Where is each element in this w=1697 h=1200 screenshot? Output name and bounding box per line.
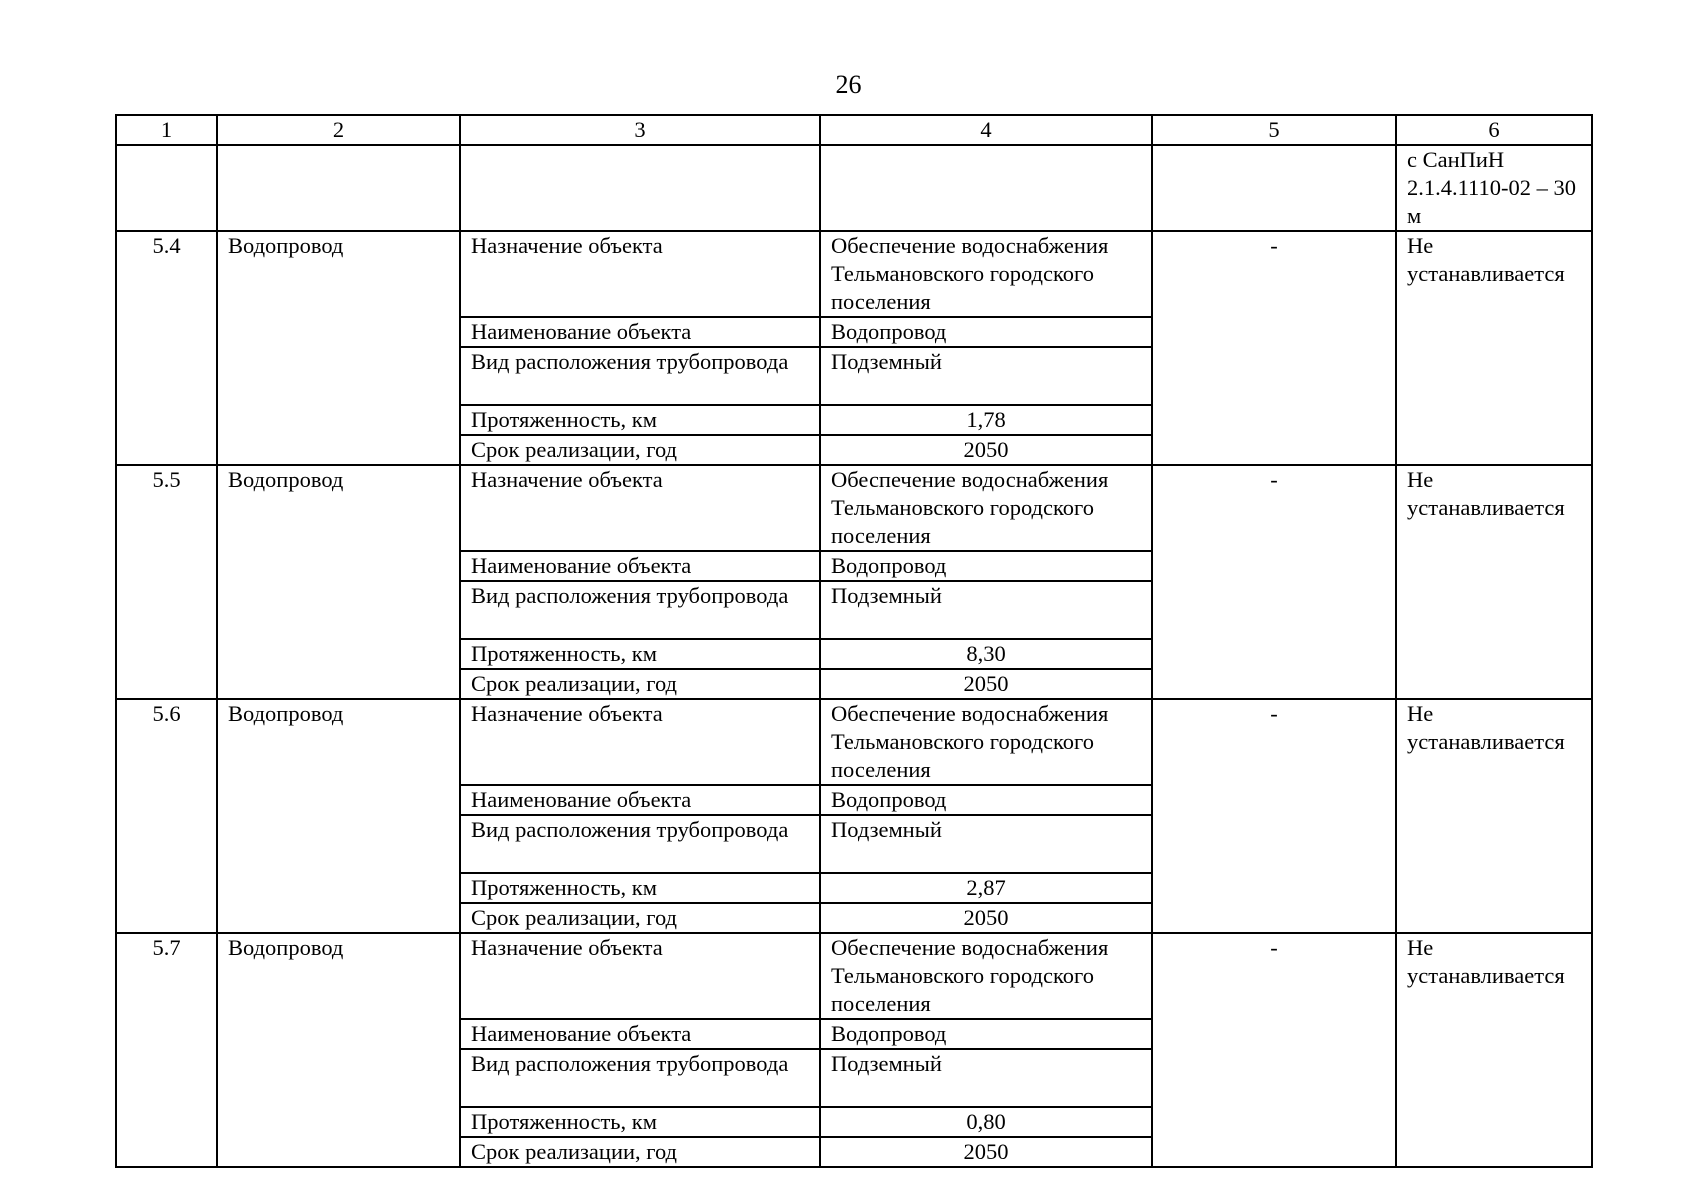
param-value: Обеспечение водоснабжения Тельмановского городского поселения xyxy=(820,699,1152,785)
record-name: Водопровод xyxy=(217,231,460,465)
param-label: Назначение объекта xyxy=(460,465,820,551)
table-row xyxy=(116,465,1592,551)
param-value: 8,30 xyxy=(820,639,1152,669)
param-value: Подземный xyxy=(820,581,1152,639)
param-label: Назначение объекта xyxy=(460,933,820,1019)
param-label: Наименование объекта xyxy=(460,785,820,815)
param-value: Водопровод xyxy=(820,317,1152,347)
param-value: Подземный xyxy=(820,815,1152,873)
continuation-cell xyxy=(820,145,1152,231)
param-label: Вид расположения трубопровода xyxy=(460,815,820,873)
column-header: 5 xyxy=(1152,115,1396,145)
column-header: 6 xyxy=(1396,115,1592,145)
param-label: Протяженность, км xyxy=(460,639,820,669)
param-label: Протяженность, км xyxy=(460,405,820,435)
page-number: 26 xyxy=(835,70,862,99)
param-label: Наименование объекта xyxy=(460,1019,820,1049)
column-header: 1 xyxy=(116,115,217,145)
param-value: Обеспечение водоснабжения Тельмановского городского поселения xyxy=(820,933,1152,1019)
record-number: 5.5 xyxy=(116,465,217,699)
param-value: Подземный xyxy=(820,1049,1152,1107)
param-label: Вид расположения трубопровода xyxy=(460,1049,820,1107)
record-col5: - xyxy=(1152,933,1396,1167)
param-value: 1,78 xyxy=(820,405,1152,435)
param-label: Назначение объекта xyxy=(460,231,820,317)
record-zone: Не устанавливается xyxy=(1396,699,1592,933)
record-col5: - xyxy=(1152,231,1396,465)
column-header: 2 xyxy=(217,115,460,145)
param-value: 2050 xyxy=(820,903,1152,933)
record-zone: Не устанавливается xyxy=(1396,465,1592,699)
column-header-row xyxy=(116,115,1592,145)
record-name: Водопровод xyxy=(217,699,460,933)
record-col5: - xyxy=(1152,465,1396,699)
param-label: Вид расположения трубопровода xyxy=(460,347,820,405)
param-label: Наименование объекта xyxy=(460,317,820,347)
param-label: Срок реализации, год xyxy=(460,435,820,465)
param-value: Водопровод xyxy=(820,785,1152,815)
param-label: Вид расположения трубопровода xyxy=(460,581,820,639)
param-value: 2050 xyxy=(820,435,1152,465)
param-label: Наименование объекта xyxy=(460,551,820,581)
param-label: Срок реализации, год xyxy=(460,669,820,699)
record-number: 5.7 xyxy=(116,933,217,1167)
table-row xyxy=(116,699,1592,785)
param-value: Обеспечение водоснабжения Тельмановского городского поселения xyxy=(820,231,1152,317)
record-zone: Не устанавливается xyxy=(1396,933,1592,1167)
continuation-cell xyxy=(460,145,820,231)
continuation-cell xyxy=(217,145,460,231)
record-number: 5.4 xyxy=(116,231,217,465)
record-name: Водопровод xyxy=(217,465,460,699)
column-header: 4 xyxy=(820,115,1152,145)
param-label: Срок реализации, год xyxy=(460,1137,820,1167)
param-value: Водопровод xyxy=(820,1019,1152,1049)
continuation-row xyxy=(116,145,1592,231)
table-row xyxy=(116,231,1592,317)
param-value: Водопровод xyxy=(820,551,1152,581)
param-label: Протяженность, км xyxy=(460,1107,820,1137)
record-name: Водопровод xyxy=(217,933,460,1167)
table-row xyxy=(116,933,1592,1019)
param-value: Обеспечение водоснабжения Тельмановского городского поселения xyxy=(820,465,1152,551)
record-number: 5.6 xyxy=(116,699,217,933)
param-label: Срок реализации, год xyxy=(460,903,820,933)
infrastructure-table xyxy=(115,114,1593,1168)
param-value: Подземный xyxy=(820,347,1152,405)
continuation-cell xyxy=(1152,145,1396,231)
continuation-cell xyxy=(116,145,217,231)
param-label: Протяженность, км xyxy=(460,873,820,903)
param-value: 2050 xyxy=(820,669,1152,699)
param-value: 2,87 xyxy=(820,873,1152,903)
param-value: 2050 xyxy=(820,1137,1152,1167)
param-label: Назначение объекта xyxy=(460,699,820,785)
param-value: 0,80 xyxy=(820,1107,1152,1137)
continuation-zone-text: с СанПиН 2.1.4.1110-02 – 30 м xyxy=(1396,145,1592,231)
record-zone: Не устанавливается xyxy=(1396,231,1592,465)
record-col5: - xyxy=(1152,699,1396,933)
column-header: 3 xyxy=(460,115,820,145)
